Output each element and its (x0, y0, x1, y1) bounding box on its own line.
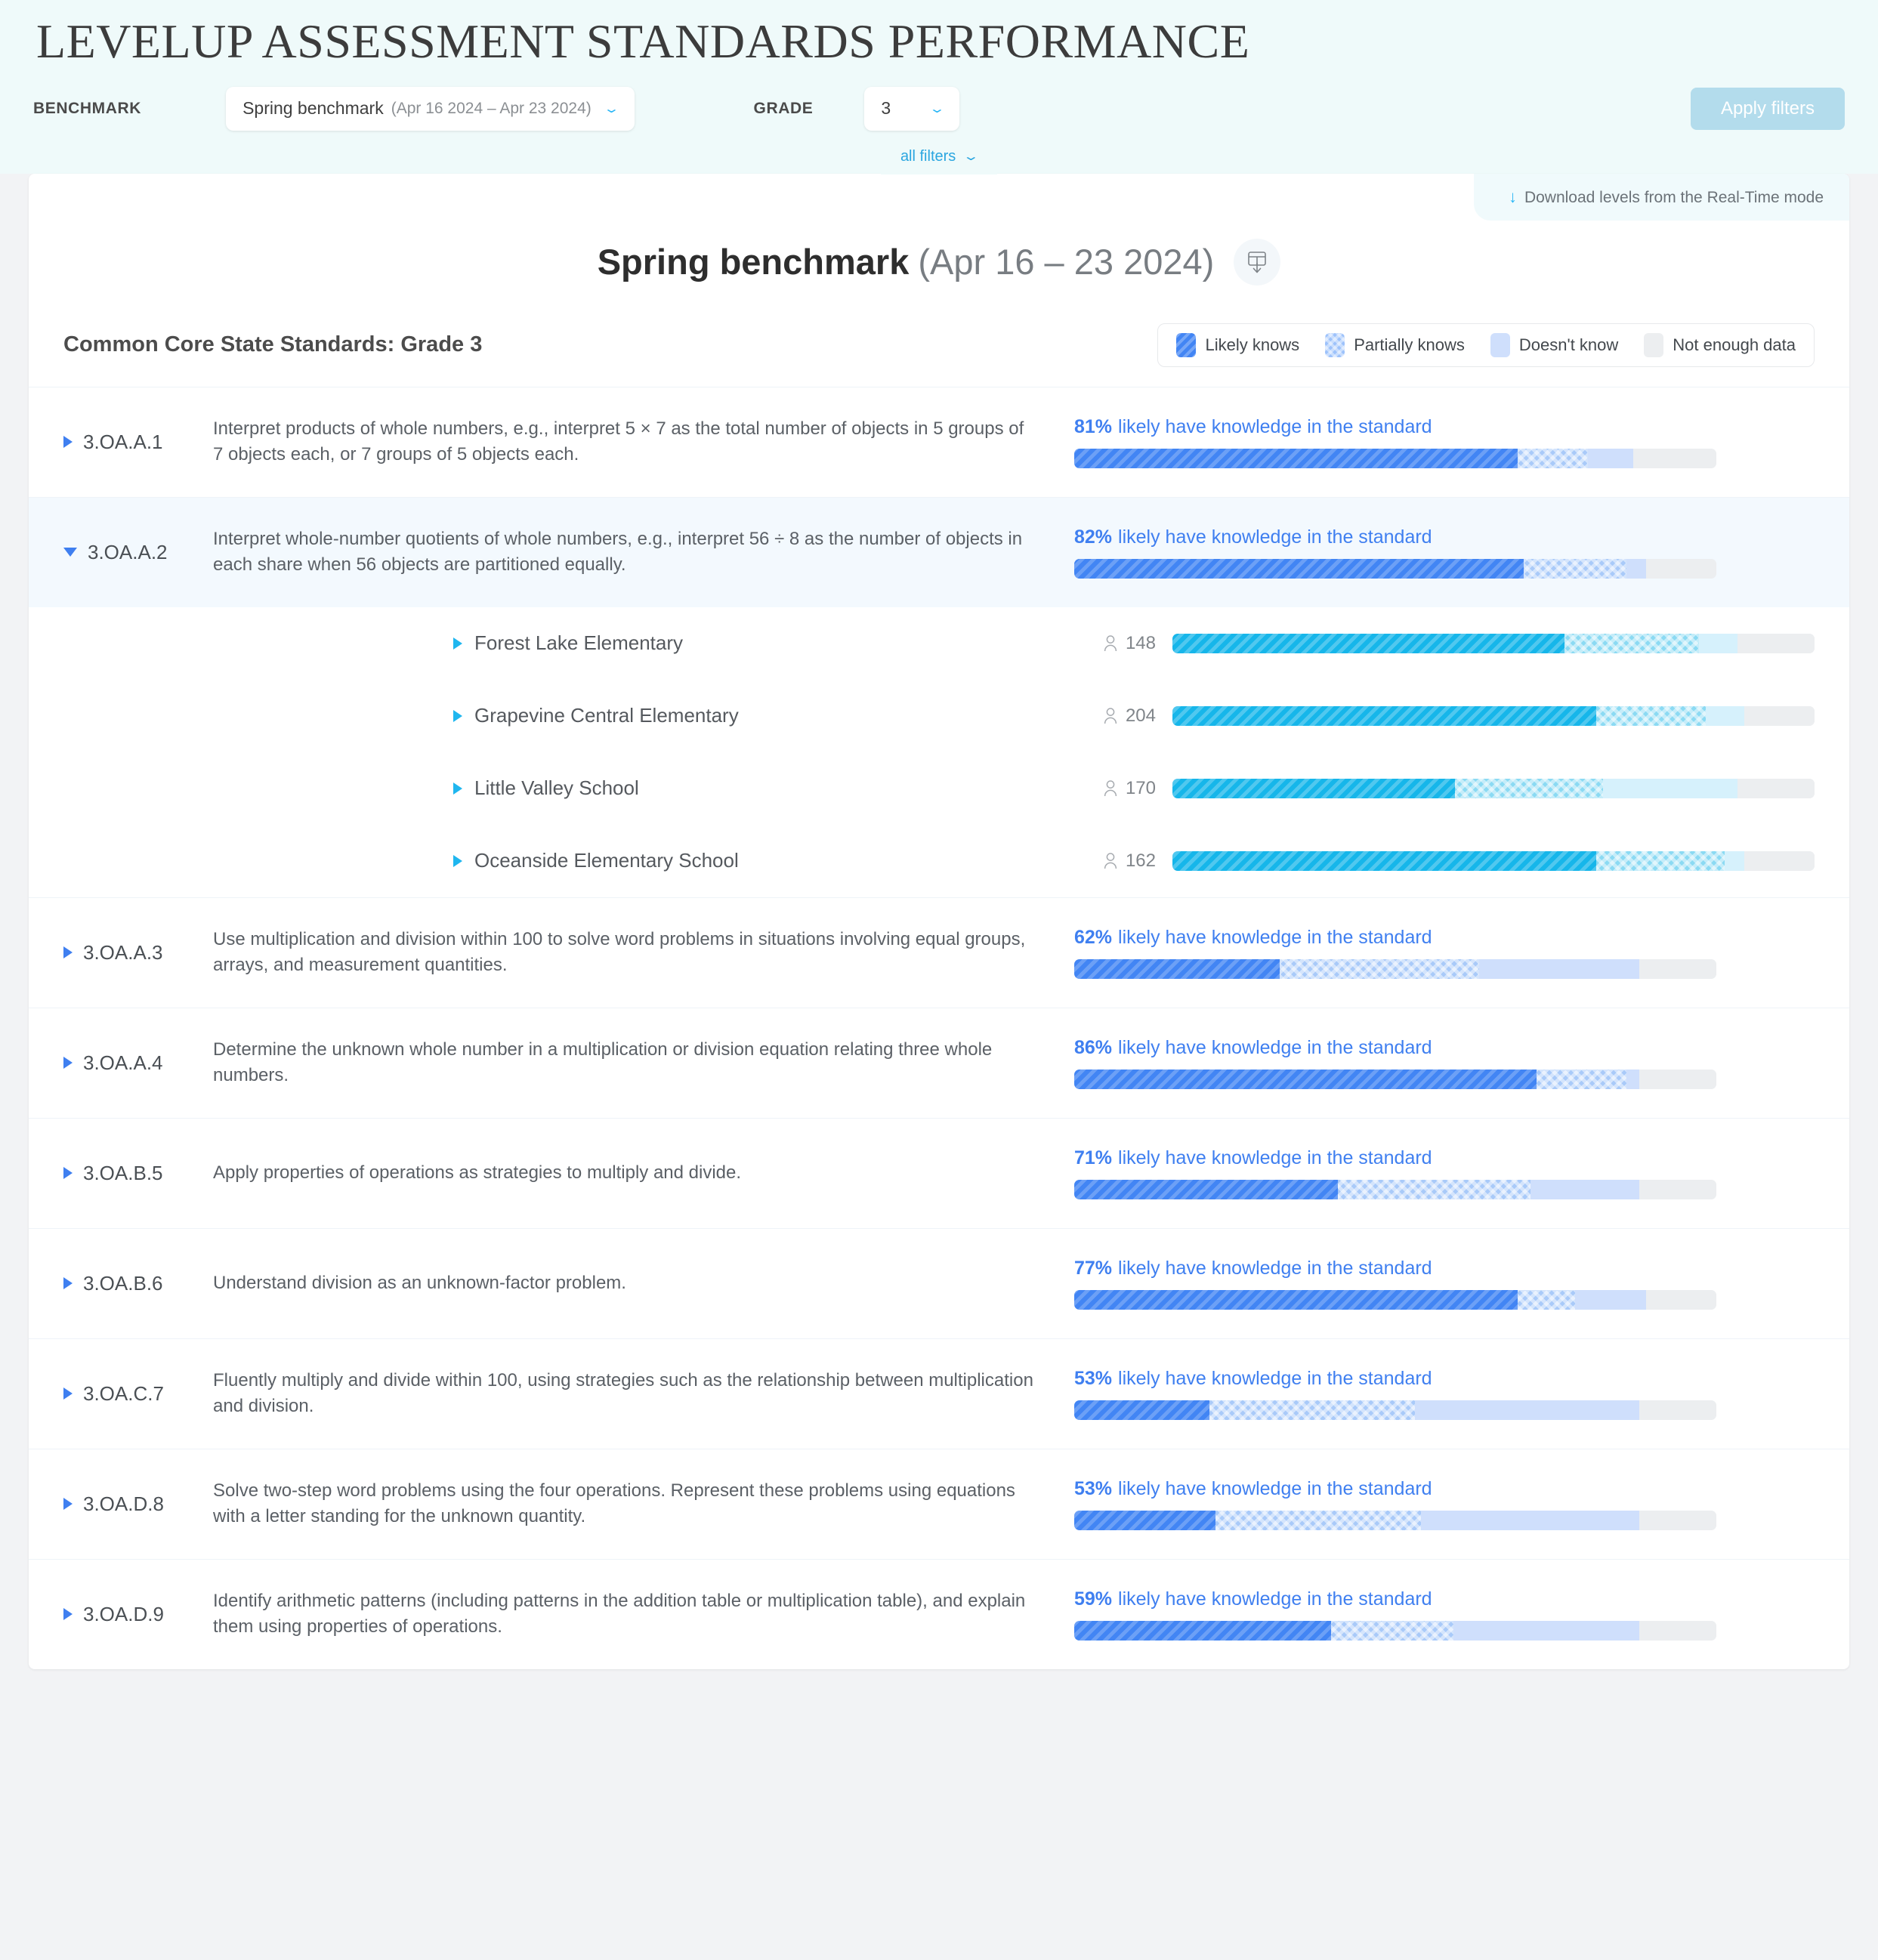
knowledge-bar (1074, 449, 1716, 468)
bar-segment-partial (1596, 851, 1725, 871)
metric-suffix: likely have knowledge in the standard (1118, 1257, 1432, 1279)
standard-description: Determine the unknown whole number in a multiplication or division equation relating three whole numbers. (213, 1039, 993, 1086)
bar-segment-likely (1074, 449, 1518, 468)
school-name: Oceanside Elementary School (474, 849, 739, 872)
bar-segment-nodata (1744, 706, 1815, 726)
standard-metric (1074, 1037, 1716, 1089)
school-metric (1172, 634, 1815, 653)
legend-item-nodata (1644, 333, 1796, 357)
standard-percent: 59% (1074, 1588, 1113, 1610)
school-name-cell[interactable] (453, 704, 1065, 727)
bar-segment-nodata (1744, 851, 1815, 871)
chevron-right-icon[interactable] (453, 855, 462, 867)
bar-segment-nodata (1737, 634, 1815, 653)
legend-item-partial (1325, 333, 1465, 357)
school-row[interactable] (29, 825, 1849, 897)
school-student-count-cell (1065, 705, 1156, 727)
knowledge-bar (1172, 779, 1815, 798)
person-icon (1103, 707, 1118, 725)
bar-segment-partial (1524, 559, 1626, 579)
bar-segment-nodata (1737, 779, 1815, 798)
download-realtime-levels-label: Download levels from the Real-Time mode (1524, 188, 1824, 206)
school-name-cell[interactable] (453, 849, 1065, 872)
standard-code: 3.OA.A.3 (83, 940, 163, 964)
chevron-down-icon[interactable] (63, 548, 77, 557)
bar-segment-likely (1172, 851, 1596, 871)
metric-line (1074, 1258, 1716, 1279)
chevron-right-icon[interactable] (453, 637, 462, 650)
school-metric (1172, 706, 1815, 726)
bar-segment-likely (1074, 559, 1524, 579)
metric-line (1074, 1368, 1716, 1390)
school-student-count: 204 (1125, 705, 1156, 726)
standard-row[interactable] (29, 1008, 1849, 1118)
benchmark-select-value: Spring benchmark (242, 98, 384, 119)
standard-code-cell[interactable] (63, 1492, 213, 1516)
page-title: LEVELUP ASSESSMENT STANDARDS PERFORMANCE (36, 14, 1250, 68)
bar-segment-likely (1074, 1290, 1518, 1310)
chevron-right-icon[interactable] (63, 1167, 73, 1179)
knowledge-bar (1172, 634, 1815, 653)
filter-toolbar (0, 0, 1878, 174)
school-metric (1172, 851, 1815, 871)
bar-segment-partial (1518, 1290, 1576, 1310)
legend-label: Not enough data (1673, 335, 1796, 354)
knowledge-bar (1074, 959, 1716, 979)
metric-line (1074, 927, 1716, 949)
school-student-count-cell (1065, 633, 1156, 654)
standard-row[interactable] (29, 1559, 1849, 1669)
standard-percent: 53% (1074, 1477, 1113, 1499)
standard-percent: 62% (1074, 926, 1113, 948)
bar-segment-partial (1596, 706, 1706, 726)
bar-segment-likely (1172, 634, 1564, 653)
school-metric (1172, 779, 1815, 798)
school-student-count-cell (1065, 778, 1156, 799)
standard-description: Use multiplication and division within 100 to solve word problems in situations involving equal groups, arrays, and measurement quantities. (213, 929, 1026, 976)
card-title-range: (Apr 16 – 23 2024) (918, 242, 1215, 282)
standard-row[interactable] (29, 1118, 1849, 1228)
school-student-count: 170 (1125, 777, 1156, 798)
legend-swatch-nodata-icon (1644, 333, 1663, 357)
knowledge-bar (1074, 1070, 1716, 1089)
standard-code-cell[interactable] (63, 1382, 213, 1406)
subheader-row (29, 298, 1849, 387)
standard-metric (1074, 1368, 1716, 1420)
benchmark-select[interactable] (226, 87, 634, 131)
bar-segment-dont (1725, 851, 1744, 871)
chevron-down-icon: ⌄ (928, 101, 946, 116)
standard-code-cell[interactable] (63, 541, 213, 564)
legend-swatch-partial-icon (1325, 333, 1345, 357)
standard-code-cell[interactable] (63, 1603, 213, 1626)
standard-row[interactable] (29, 1449, 1849, 1559)
bar-segment-nodata (1633, 449, 1717, 468)
standard-description: Understand division as an unknown-factor problem. (213, 1273, 626, 1294)
legend-item-dont (1490, 333, 1618, 357)
standard-description: Interpret whole-number quotients of whole numbers, e.g., interpret 56 ÷ 8 as the number of objects in each share when 56 objects are partitioned equally. (213, 529, 1023, 576)
standard-metric (1074, 416, 1716, 468)
grade-label: GRADE (753, 99, 814, 117)
legend-label: Partially knows (1354, 335, 1465, 354)
bar-segment-partial (1537, 1070, 1626, 1089)
chevron-right-icon[interactable] (63, 1057, 73, 1069)
knowledge-bar (1074, 1511, 1716, 1530)
knowledge-bar (1074, 1290, 1716, 1310)
standard-row[interactable] (29, 497, 1849, 607)
chevron-right-icon[interactable] (63, 946, 73, 958)
bar-segment-nodata (1639, 959, 1716, 979)
standard-row[interactable] (29, 1228, 1849, 1338)
table-download-icon (1246, 250, 1268, 274)
metric-line (1074, 526, 1716, 548)
bar-segment-nodata (1639, 1511, 1716, 1530)
person-icon (1103, 852, 1118, 870)
bar-segment-partial (1518, 449, 1589, 468)
knowledge-bar (1074, 559, 1716, 579)
person-icon (1103, 634, 1118, 653)
standard-row[interactable] (29, 387, 1849, 497)
bar-segment-nodata (1639, 1070, 1716, 1089)
standard-code: 3.OA.B.5 (83, 1161, 163, 1184)
bar-segment-dont (1453, 1621, 1640, 1641)
standard-percent: 86% (1074, 1036, 1113, 1058)
school-row[interactable] (29, 607, 1849, 680)
standard-code: 3.OA.C.7 (83, 1381, 164, 1405)
school-row[interactable] (29, 680, 1849, 752)
card-title-bold: Spring benchmark (597, 242, 910, 282)
school-student-count: 148 (1125, 632, 1156, 653)
chevron-right-icon[interactable] (63, 1387, 73, 1400)
standard-metric (1074, 1258, 1716, 1310)
bar-segment-dont (1479, 959, 1640, 979)
school-name-cell[interactable] (453, 776, 1065, 800)
bar-segment-partial (1215, 1511, 1421, 1530)
knowledge-bar (1074, 1180, 1716, 1199)
standard-percent: 82% (1074, 526, 1113, 548)
bar-segment-nodata (1639, 1400, 1716, 1420)
chevron-down-icon: ⌄ (962, 149, 980, 163)
standard-code: 3.OA.B.6 (83, 1271, 163, 1295)
standard-code: 3.OA.D.8 (83, 1492, 164, 1515)
standard-description: Interpret products of whole numbers, e.g., interpret 5 × 7 as the total number of objects in 5 groups of 7 objects each, or 7 groups of 5 objects each. (213, 418, 1024, 465)
legend-label: Doesn't know (1518, 335, 1619, 354)
metric-line (1074, 416, 1716, 438)
toolbar-inner (0, 0, 1878, 148)
bar-segment-dont (1699, 634, 1737, 653)
standard-metric (1074, 927, 1716, 979)
standard-description: Identify arithmetic patterns (including patterns in the addition table or multiplication table), and explain them using properties of operations. (213, 1591, 1026, 1637)
standard-code: 3.OA.A.2 (88, 540, 168, 563)
metric-line (1074, 1588, 1716, 1610)
metric-suffix: likely have knowledge in the standard (1118, 1477, 1432, 1499)
bar-segment-partial (1280, 959, 1479, 979)
school-list (29, 607, 1849, 897)
standard-row[interactable] (29, 897, 1849, 1008)
metric-line (1074, 1478, 1716, 1500)
bar-segment-likely (1172, 779, 1455, 798)
bar-segment-partial (1564, 634, 1700, 653)
bar-segment-partial (1455, 779, 1603, 798)
standard-percent: 81% (1074, 415, 1113, 437)
bar-segment-nodata (1639, 1621, 1716, 1641)
chevron-down-icon: ⌄ (602, 101, 620, 116)
standard-description: Apply properties of operations as strategies to multiply and divide. (213, 1162, 742, 1184)
standard-code-cell[interactable] (63, 941, 213, 965)
bar-segment-likely (1074, 959, 1280, 979)
school-student-count: 162 (1125, 850, 1156, 871)
bar-segment-likely (1074, 1070, 1537, 1089)
person-icon (1103, 779, 1118, 798)
legend-swatch-dont-icon (1490, 333, 1510, 357)
knowledge-bar (1074, 1621, 1716, 1641)
grade-select[interactable] (864, 87, 959, 131)
metric-suffix: likely have knowledge in the standard (1118, 1147, 1432, 1168)
school-name: Grapevine Central Elementary (474, 704, 739, 727)
knowledge-bar (1172, 851, 1815, 871)
bar-segment-partial (1331, 1621, 1453, 1641)
standard-code-cell[interactable] (63, 1272, 213, 1295)
download-table-button[interactable] (1234, 239, 1280, 286)
apply-filters-button[interactable]: Apply filters (1691, 88, 1845, 130)
bar-segment-likely (1172, 706, 1596, 726)
benchmark-label: BENCHMARK (33, 99, 142, 117)
metric-suffix: likely have knowledge in the standard (1118, 1036, 1432, 1058)
standard-percent: 53% (1074, 1367, 1113, 1389)
benchmark-select-range: (Apr 16 2024 – Apr 23 2024) (391, 99, 592, 117)
standard-code-cell[interactable] (63, 431, 213, 454)
ccss-title: Common Core State Standards: Grade 3 (63, 332, 483, 357)
download-realtime-levels-link[interactable] (1474, 174, 1849, 221)
grade-select-value: 3 (881, 98, 891, 119)
standard-metric (1074, 1588, 1716, 1641)
legend-swatch-likely-icon (1176, 333, 1196, 357)
standard-description: Solve two-step word problems using the four operations. Represent these problems using equations with a letter standing for the unknown quantity. (213, 1480, 1015, 1527)
knowledge-bar (1074, 1400, 1716, 1420)
metric-suffix: likely have knowledge in the standard (1118, 415, 1432, 437)
bar-segment-dont (1575, 1290, 1646, 1310)
standard-code: 3.OA.A.4 (83, 1051, 163, 1074)
bar-segment-dont (1588, 449, 1633, 468)
standards-performance-card (29, 174, 1849, 1669)
chevron-right-icon[interactable] (63, 436, 73, 448)
standard-metric (1074, 1147, 1716, 1199)
bar-segment-dont (1626, 1070, 1639, 1089)
standard-code-cell[interactable] (63, 1051, 213, 1075)
bar-segment-dont (1421, 1511, 1639, 1530)
bar-segment-partial (1209, 1400, 1415, 1420)
bar-segment-likely (1074, 1511, 1215, 1530)
chevron-right-icon[interactable] (63, 1498, 73, 1510)
bar-segment-nodata (1646, 559, 1717, 579)
standard-code-cell[interactable] (63, 1162, 213, 1185)
school-student-count-cell (1065, 850, 1156, 872)
school-name: Little Valley School (474, 776, 639, 800)
standard-code: 3.OA.D.9 (83, 1602, 164, 1625)
bar-segment-partial (1338, 1180, 1531, 1199)
standards-list (29, 387, 1849, 1669)
metric-suffix: likely have knowledge in the standard (1118, 1367, 1432, 1389)
filter-row (33, 69, 1845, 148)
bar-segment-dont (1626, 559, 1646, 579)
legend (1157, 323, 1815, 367)
bar-segment-dont (1706, 706, 1744, 726)
standard-metric (1074, 526, 1716, 579)
metric-line (1074, 1147, 1716, 1169)
standard-code: 3.OA.A.1 (83, 430, 163, 453)
legend-item-likely (1176, 333, 1299, 357)
bar-segment-dont (1531, 1180, 1640, 1199)
legend-label: Likely knows (1205, 335, 1300, 354)
standard-percent: 77% (1074, 1257, 1113, 1279)
bar-segment-nodata (1639, 1180, 1716, 1199)
all-filters-label: all filters (900, 147, 956, 165)
standard-percent: 71% (1074, 1147, 1113, 1168)
bar-segment-nodata (1646, 1290, 1717, 1310)
chevron-right-icon[interactable] (453, 710, 462, 722)
chevron-right-icon[interactable] (63, 1277, 73, 1289)
bar-segment-likely (1074, 1621, 1331, 1641)
metric-suffix: likely have knowledge in the standard (1118, 526, 1432, 548)
chevron-right-icon[interactable] (453, 782, 462, 795)
knowledge-bar (1172, 706, 1815, 726)
all-filters-toggle[interactable] (881, 141, 997, 174)
school-row[interactable] (29, 752, 1849, 825)
standard-description: Fluently multiply and divide within 100, using strategies such as the relationship between multiplication and division. (213, 1370, 1033, 1417)
chevron-right-icon[interactable] (63, 1608, 73, 1620)
school-name: Forest Lake Elementary (474, 631, 684, 655)
bar-segment-dont (1603, 779, 1738, 798)
bar-segment-likely (1074, 1180, 1338, 1199)
school-name-cell[interactable] (453, 631, 1065, 655)
download-arrow-icon: ↓ (1508, 187, 1517, 206)
bar-segment-likely (1074, 1400, 1209, 1420)
metric-line (1074, 1037, 1716, 1059)
metric-suffix: likely have knowledge in the standard (1118, 926, 1432, 948)
bar-segment-dont (1415, 1400, 1640, 1420)
metric-suffix: likely have knowledge in the standard (1118, 1588, 1432, 1610)
standard-metric (1074, 1478, 1716, 1530)
standard-row[interactable] (29, 1338, 1849, 1449)
